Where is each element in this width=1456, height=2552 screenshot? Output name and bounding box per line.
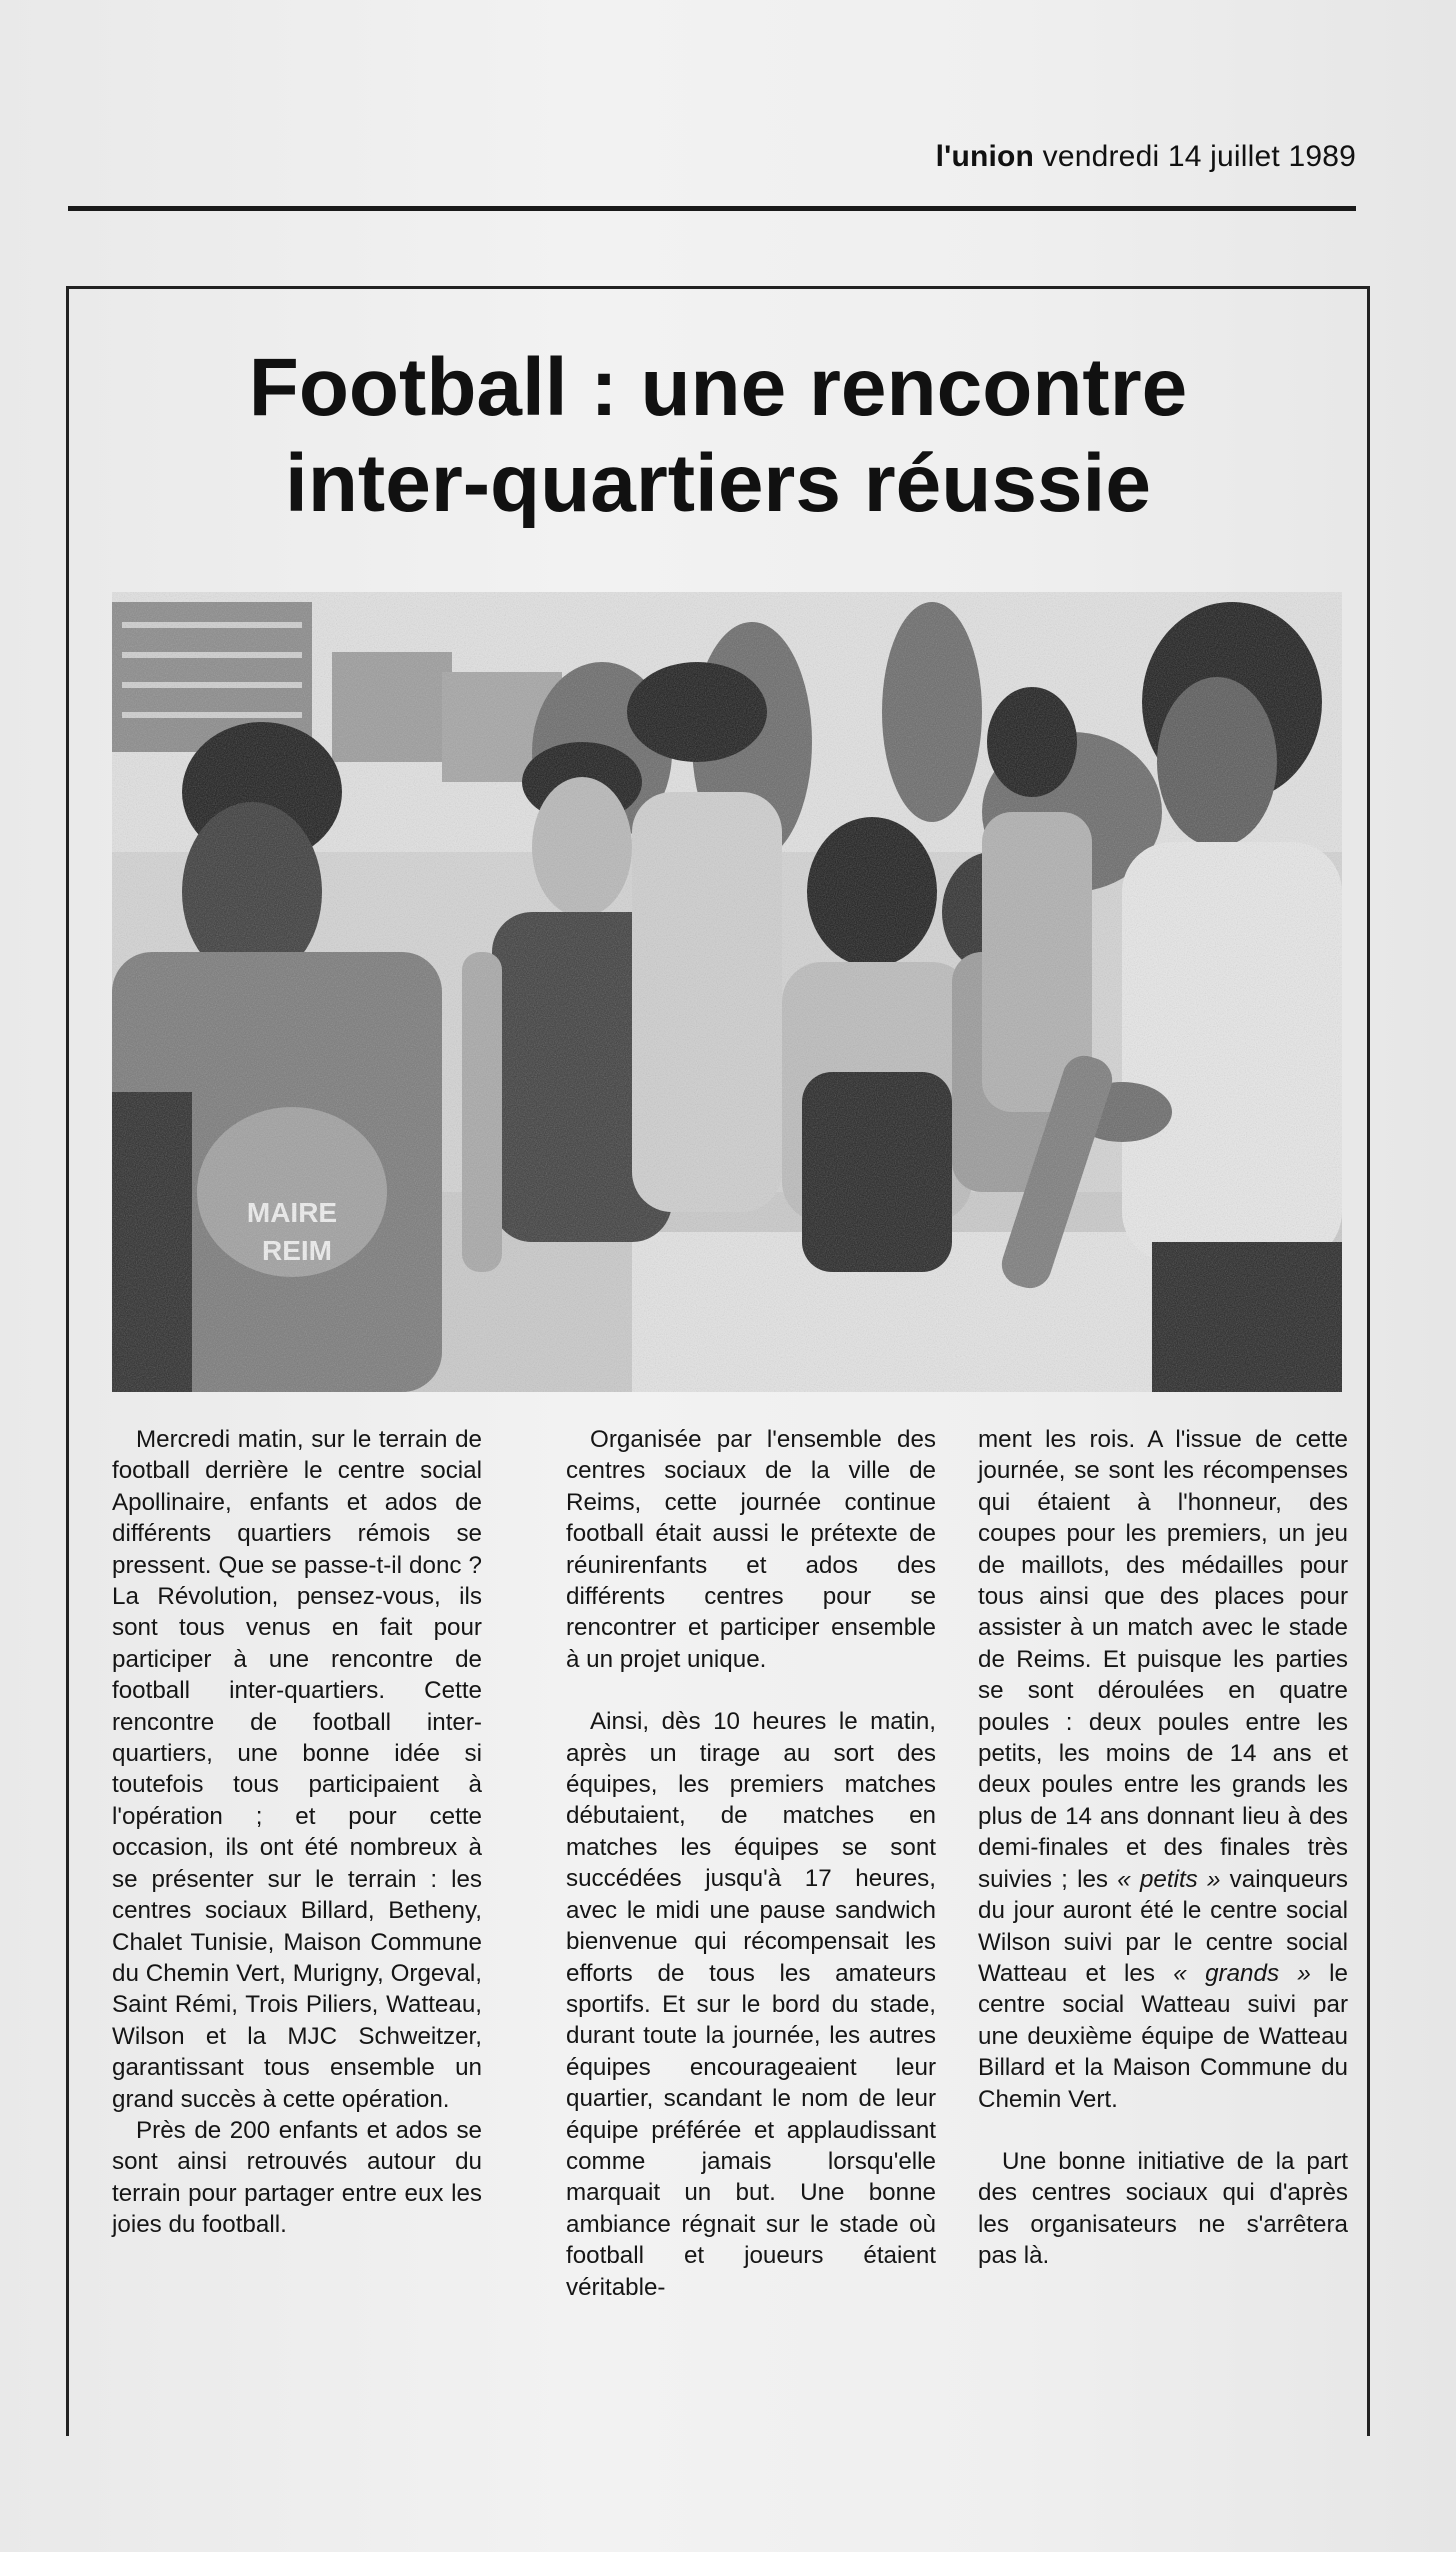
article-column-3 [978,1424,1348,2272]
masthead [936,140,1356,174]
article-photo [112,592,1342,1392]
paragraph-text: vainqueurs du jour auront été le centre social Wilson suivi par le centre social Watteau et les [978,1865,1348,1987]
paragraph: Mercredi matin, sur le terrain de football derrière le centre social Apollinaire, enfants et ados de différents quartiers rémois se pressent. Que se passe-t-il donc ? La Révolution, pensez-vous, ils sont tous venus en fait pour participer à une rencontre de football inter-quartiers. Cette rencontre de football inter-quartiers, une bonne idée si toutefois tous participaient à l'opération ; et pour cette occasion, ils ont été nombreux à se présenter sur le terrain : les centres sociaux Billard, Betheny, Chalet Tunisie, Maison Commune du Chemin Vert, Murigny, Orgeval, Saint Rémi, Trois Piliers, Watteau, Wilson et la MJC Schweitzer, garantissant tous ensemble un grand succès à cette opération. [112,1426,482,2113]
newspaper-brand: l'union [935,140,1035,173]
masthead-rule [68,206,1356,211]
article-column-2 [566,1424,936,2303]
paragraph-text: ment les rois. A l'issue de cette journée, se sont les récompenses qui étaient à l'honneur, des coupes pour les premiers, un jeu de maillots, des médailles pour tous ainsi que des places pour assister à un match avec le stade de Reims. Et puisque les parties se sont déroulées en quatre poules : deux poules entre les petits, les moins de 14 ans et deux poules entre les grands les plus de 14 ans donnant lieu à des demi-finales et des finales très suivies ; les [978,1426,1348,1893]
headline-line-2: inter-quartiers réussie [285,438,1151,529]
label-grands: « grands » [1173,1959,1311,1987]
paragraph [978,1424,1348,2115]
paragraph: Près de 200 enfants et ados se sont ainsi retrouvés autour du terrain pour partager entre eux les joies du football. [112,2116,482,2239]
paragraph: Une bonne initiative de la part des centres sociaux qui d'après les organisateurs ne s'arrêtera pas là. [978,2147,1348,2270]
article-column-1 [112,1424,482,2241]
publication-date: vendredi 14 juillet 1989 [1042,140,1356,173]
headline-line-1: Football : une rencontre [248,342,1188,433]
article-headline [66,340,1370,532]
label-petits: « petits » [1117,1865,1221,1893]
paragraph: Ainsi, dès 10 heures le matin, après un tirage au sort des équipes, les premiers matches débutaient, de matches en matches les équipes se sont succédées jusqu'à 17 heures, avec le midi une pause sandwich bienvenue qui récompensait les efforts de tous les amateurs sportifs. Et sur le bord du stade, durant toute la journée, les autres équipes encourageaient leur quartier, scandant le nom de leur équipe préférée et applaudissant comme jamais lorsqu'elle marquait un but. Une bonne ambiance régnait sur le stade où football et joueurs étaient véritable- [566,1708,936,2301]
paragraph: Organisée par l'ensemble des centres sociaux de la ville de Reims, cette journée continue football était aussi le prétexte de réunirenfants et ados des différents centres pour se rencontrer et participer ensemble à un projet unique. [566,1426,936,1673]
photo-illustration [112,592,1342,1392]
paragraph-text: le centre social Watteau suivi par une deuxième équipe de Watteau Billard et la Maison Commune du Chemin Vert. [978,1959,1349,2113]
